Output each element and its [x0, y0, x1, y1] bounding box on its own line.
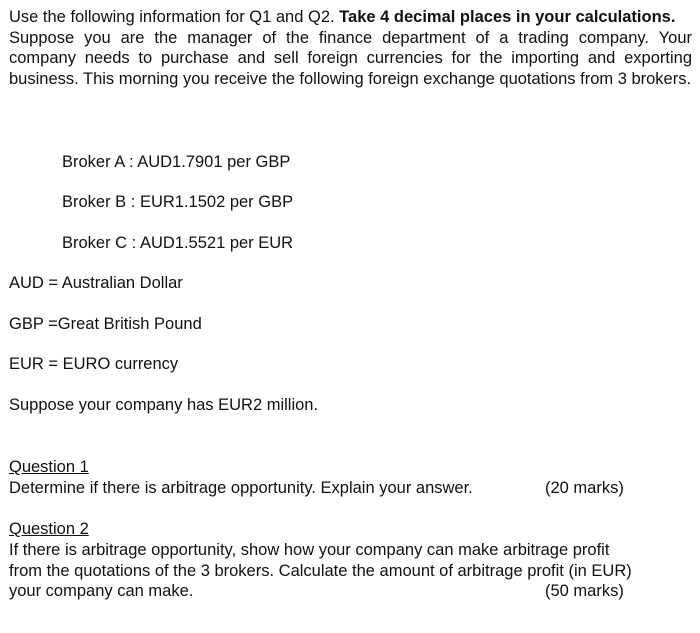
broker-c-quote: Broker C : AUD1.5521 per EUR — [62, 234, 294, 252]
definition-aud: AUD = Australian Dollar — [9, 274, 183, 292]
question-1-heading: Question 1 — [9, 458, 89, 476]
broker-a-quote: Broker A : AUD1.7901 per GBP — [62, 153, 291, 171]
intro-section — [9, 7, 692, 89]
question-1-marks: (20 marks) — [545, 479, 624, 497]
question-1-row — [9, 478, 692, 499]
definition-gbp: GBP =Great British Pound — [9, 315, 202, 333]
question-1-text: Determine if there is arbitrage opportunity. Explain your answer. — [9, 479, 473, 497]
question-2-line-2: from the quotations of the 3 brokers. Calculate the amount of arbitrage profit (in EUR) — [9, 562, 632, 580]
instructions-lead: Use the following information for Q1 and Q2. — [9, 8, 340, 26]
instructions — [9, 7, 692, 28]
question-2-heading: Question 2 — [9, 520, 89, 538]
broker-b-quote: Broker B : EUR1.1502 per GBP — [62, 193, 294, 211]
question-2-line-1: If there is arbitrage opportunity, show how your company can make arbitrage profit — [9, 541, 610, 559]
question-2-marks: (50 marks) — [545, 582, 624, 600]
definition-eur: EUR = EURO currency — [9, 355, 179, 373]
question-2-line-3: your company can make. — [9, 582, 194, 600]
premise-text: Suppose your company has EUR2 million. — [9, 396, 319, 414]
scenario-paragraph: Suppose you are the manager of the finance department of a trading company. Your company needs to purchase and sell foreign currencies for the importing and exporting business. This morning you receive the following foreign exchange quotations from 3 brokers. — [9, 28, 692, 88]
question-2-row — [9, 581, 692, 602]
instructions-bold: Take 4 decimal places in your calculations. — [339, 8, 676, 26]
